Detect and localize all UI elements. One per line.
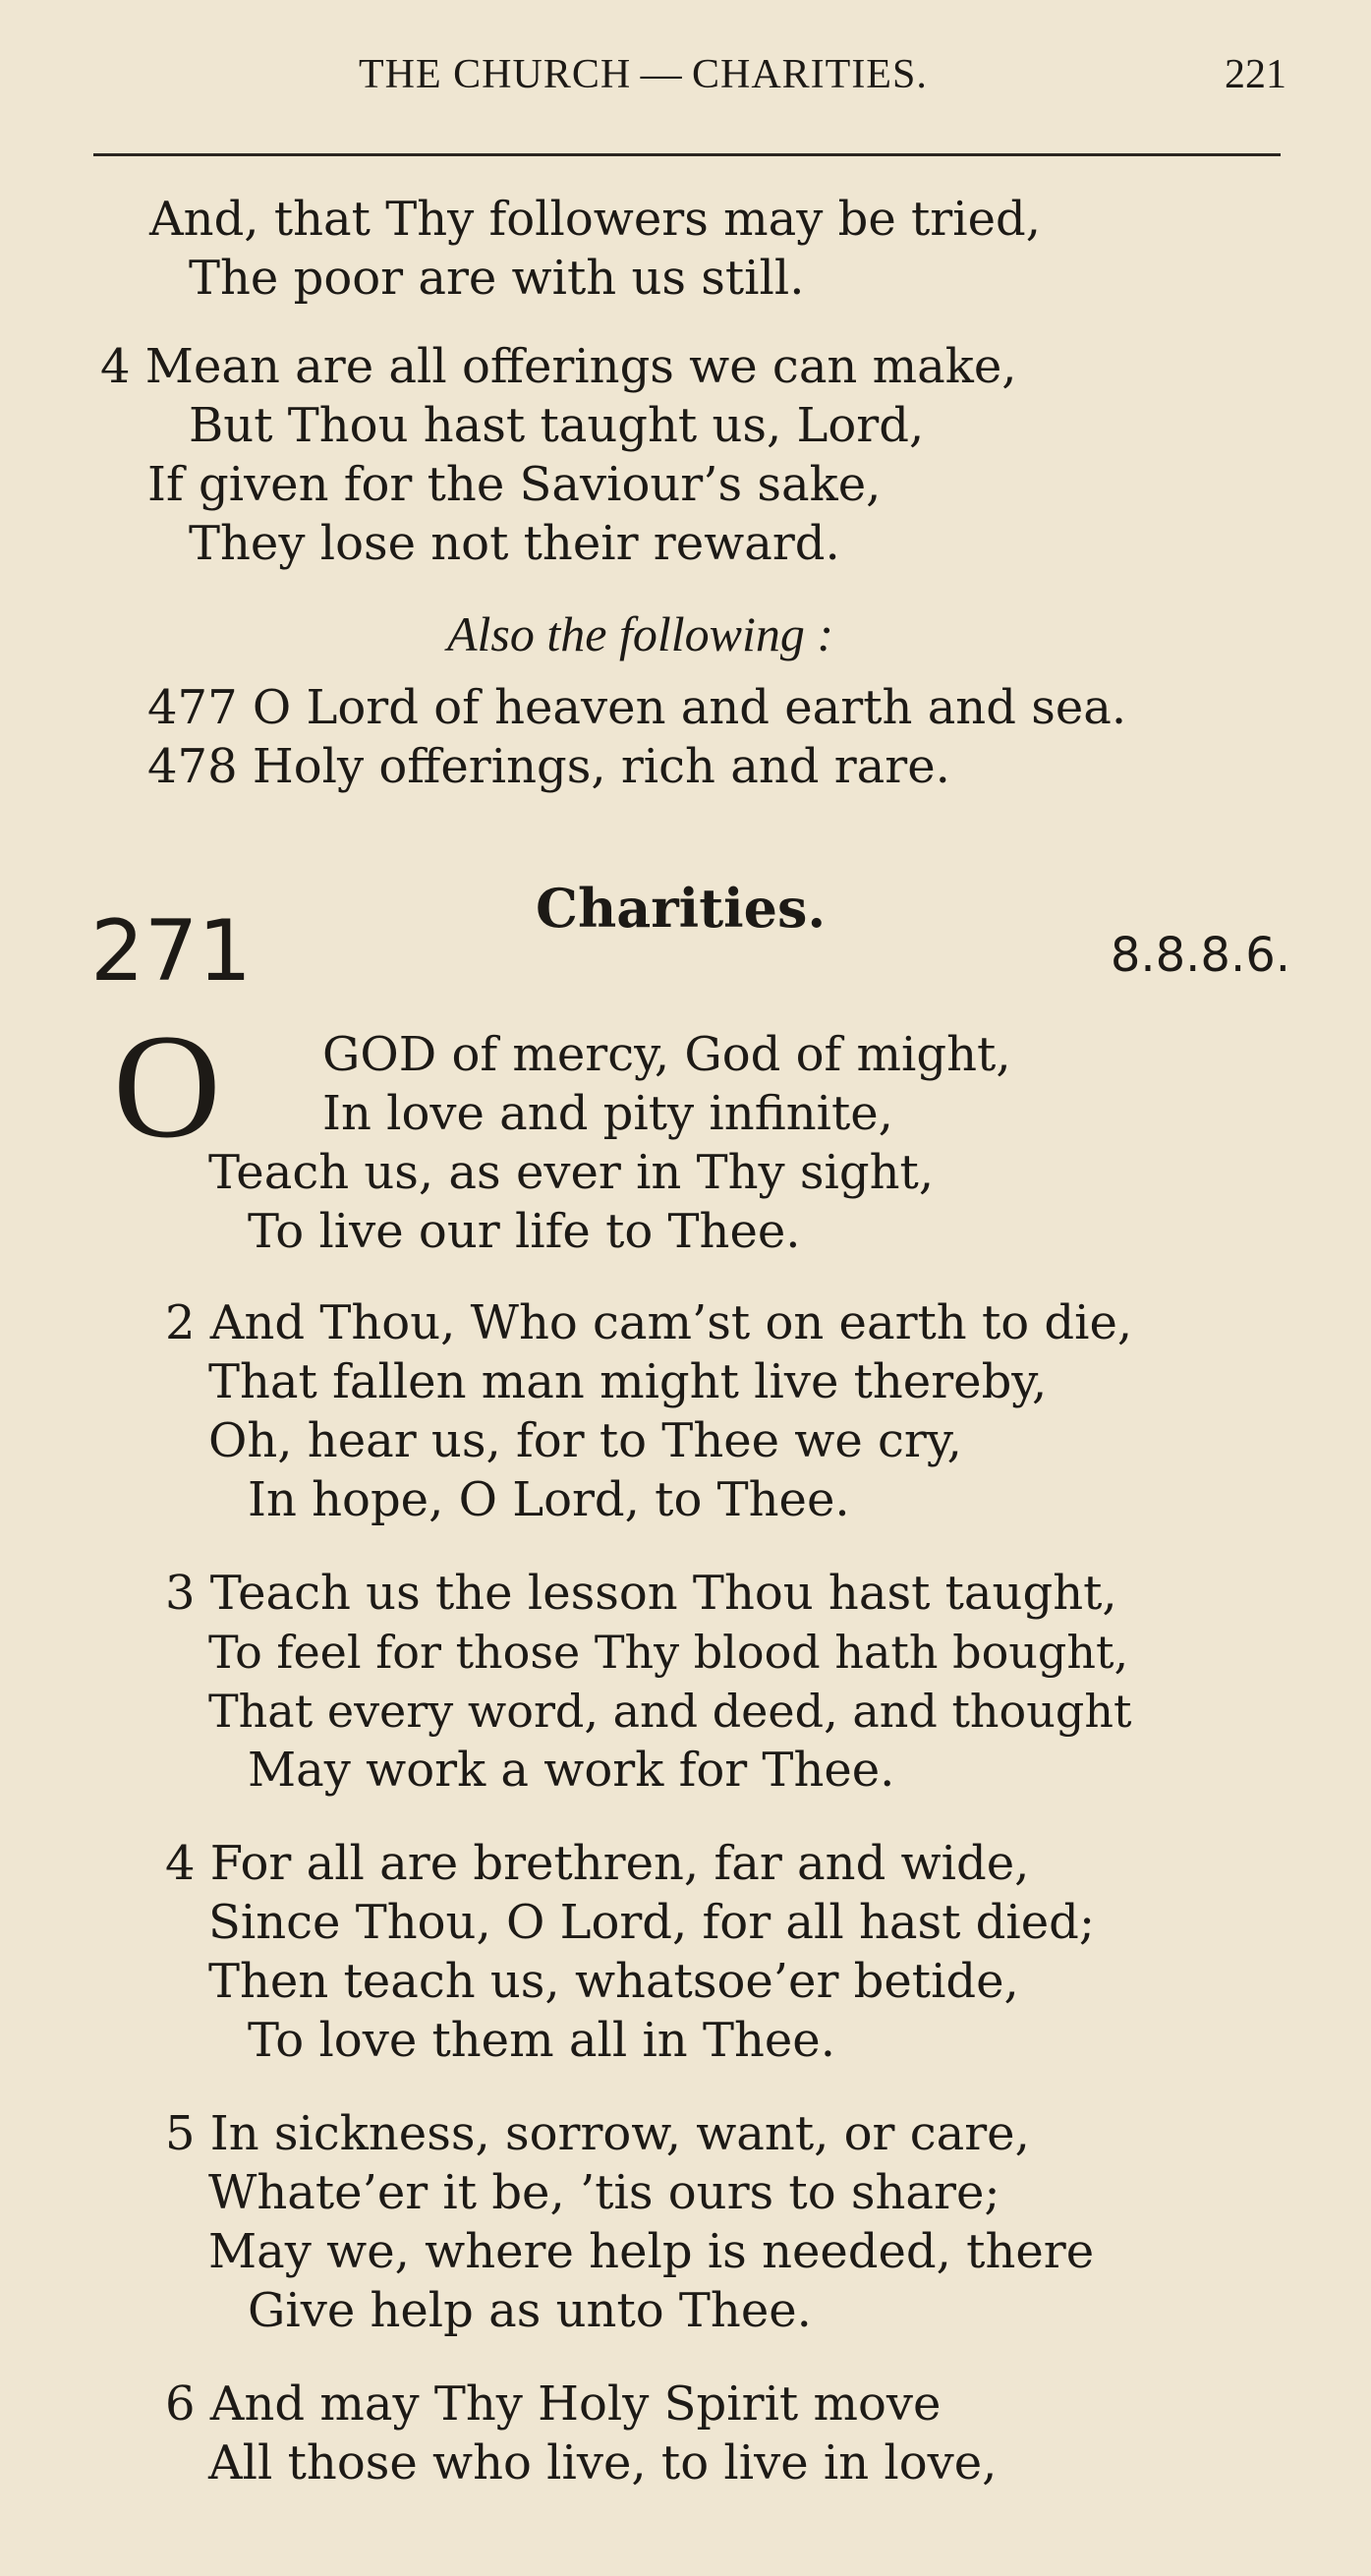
verse-line: That fallen man might live thereby, [208, 1354, 1048, 1409]
also-following-label: Also the following : [447, 606, 834, 661]
verse-line: GOD of mercy, God of might, [322, 1027, 1011, 1082]
verse-line: May we, where help is needed, there [208, 2224, 1095, 2279]
verse-line: And, that Thy followers may be tried, [149, 192, 1041, 247]
verse-line: 4 For all are brethren, far and wide, [165, 1836, 1030, 1891]
running-header [0, 51, 1371, 110]
verse-line: 2 And Thou, Who cam’st on earth to die, [165, 1295, 1133, 1350]
verse-line: 3 Teach us the lesson Thou hast taught, [165, 1566, 1117, 1621]
verse-line: Then teach us, whatsoe’er betide, [208, 1954, 1019, 2009]
verse-line: Since Thou, O Lord, for all hast died; [208, 1895, 1096, 1950]
verse-line: 5 In sickness, sorrow, want, or care, [165, 2106, 1030, 2161]
verse-line: To feel for those Thy blood hath bought, [208, 1626, 1129, 1679]
verse-line: They lose not their reward. [189, 516, 840, 571]
verse-line: Oh, hear us, for to Thee we cry, [208, 1413, 962, 1468]
verse-line: That every word, and deed, and thought [208, 1685, 1132, 1738]
running-title: THE CHURCH — CHARITIES. [359, 52, 928, 97]
verse-line: To live our life to Thee. [248, 1204, 801, 1259]
page-number: 221 [1225, 52, 1286, 97]
verse-line: To love them all in Thee. [248, 2013, 835, 2068]
verse-line: Give help as unto Thee. [248, 2283, 812, 2338]
verse-line: May work a work for Thee. [248, 1743, 895, 1798]
verse-line: Teach us, as ever in Thy sight, [208, 1145, 935, 1200]
hymn-meter: 8.8.8.6. [1110, 928, 1290, 983]
verse-line: 6 And may Thy Holy Spirit move [165, 2376, 942, 2432]
hymn-number: 271 [90, 902, 253, 1001]
cross-reference: 477 O Lord of heaven and earth and sea. [147, 680, 1127, 735]
drop-cap: O [113, 1003, 221, 1169]
verse-line: Whate’er it be, ’tis ours to share; [208, 2165, 1000, 2220]
verse-line: But Thou hast taught us, Lord, [189, 398, 925, 453]
verse-line: In hope, O Lord, to Thee. [248, 1472, 850, 1527]
verse-line: The poor are with us still. [189, 251, 805, 306]
hymn-title: Charities. [536, 877, 827, 940]
verse-line: If given for the Saviour’s sake, [147, 457, 882, 512]
verse-line: 4 Mean are all offerings we can make, [100, 339, 1017, 394]
verse-line: In love and pity infinite, [322, 1086, 893, 1141]
cross-reference: 478 Holy offerings, rich and rare. [147, 739, 950, 794]
header-rule [93, 153, 1281, 156]
verse-line: All those who live, to live in love, [208, 2435, 998, 2490]
